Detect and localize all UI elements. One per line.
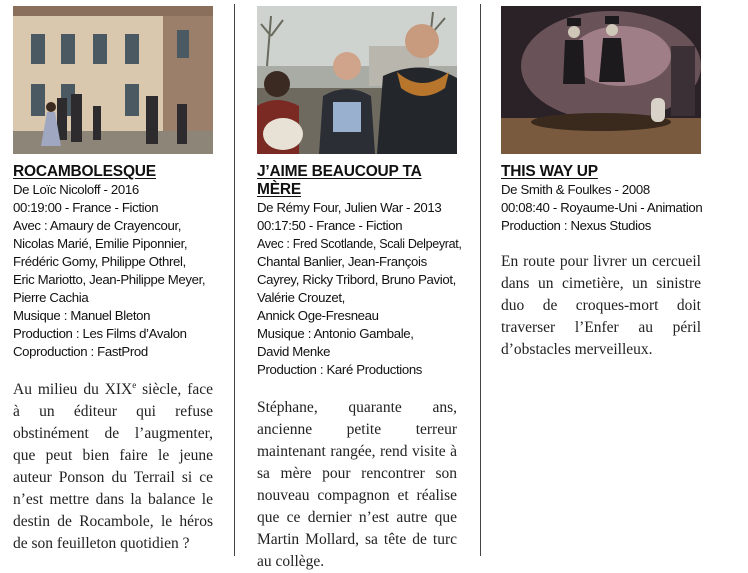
credit-line: Eric Mariotto, Jean-Philippe Meyer, <box>13 272 206 287</box>
credit-line: Frédéric Gomy, Philippe Othrel, <box>13 254 186 269</box>
film-credits <box>13 181 213 361</box>
credit-line: David Menke <box>257 344 331 359</box>
three-men-with-dog-image <box>257 6 457 154</box>
credit-line: Avec : Fred Scotlande, Scali Delpeyrat, <box>257 236 462 251</box>
film-synopsis: En route pour livrer un cercueil dans un cimetière, un sinistre duo de croques-mort doit traverser l’Enfer au péril d’obstacles merveilleux. <box>501 253 701 358</box>
film-credits <box>501 181 701 235</box>
credit-line: Production : Nexus Studios <box>501 218 651 233</box>
film-entry-rocambolesque <box>13 6 213 555</box>
credit-line: 00:17:50 - France - Fiction <box>257 218 403 233</box>
film-title: THIS WAY UP <box>501 163 598 180</box>
film-credits <box>257 199 462 379</box>
animated-undertakers-image <box>501 6 701 154</box>
credit-line: 00:08:40 - Royaume-Uni - Animation <box>501 200 703 215</box>
credit-line: Valérie Crouzet, <box>257 290 345 305</box>
period-street-scene-image <box>13 6 213 154</box>
column-divider <box>234 4 235 556</box>
credit-line: Musique : Manuel Bleton <box>13 308 151 323</box>
film-still-image <box>13 6 213 154</box>
credit-line: Annick Oge-Fresneau <box>257 308 379 323</box>
film-title: J’AIME BEAUCOUP TA MÈRE <box>257 163 422 198</box>
film-title: ROCAMBOLESQUE <box>13 163 156 180</box>
credit-line: Coproduction : FastProd <box>13 344 148 359</box>
credit-line: De Smith & Foulkes - 2008 <box>501 182 650 197</box>
film-entry-jaime-beaucoup-ta-mere <box>257 6 462 573</box>
credit-line: 00:19:00 - France - Fiction <box>13 200 159 215</box>
credit-line: Production : Karé Productions <box>257 362 423 377</box>
credit-line: Musique : Antonio Gambale, <box>257 326 414 341</box>
film-synopsis: Stéphane, quarante ans, ancienne petite terreur maintenant rangée, rend visite à sa mère pour rencontrer son nouveau compagnon et réalise que ce dernier n’est autre que Martin Mollard, sa tête de turc au collège. <box>257 399 457 570</box>
film-entry-this-way-up <box>501 6 701 361</box>
film-still-image <box>257 6 457 154</box>
credit-line: Pierre Cachia <box>13 290 89 305</box>
credit-line: Production : Les Films d’Avalon <box>13 326 187 341</box>
credit-line: De Loïc Nicoloff - 2016 <box>13 182 139 197</box>
column-divider <box>480 4 481 556</box>
credit-line: Avec : Amaury de Crayencour, <box>13 218 182 233</box>
credit-line: De Rémy Four, Julien War - 2013 <box>257 200 442 215</box>
credit-line: Cayrey, Ricky Tribord, Bruno Paviot, <box>257 272 456 287</box>
film-synopsis: Au milieu du XIXe siècle, face à un éditeur qui refuse obstinément de l’augmenter, que peut bien faire le jeune auteur Ponson du Terrail si ce n’est mettre dans la balance le destin de Rocambole, le héros de son feuilleton quotidien ? <box>13 379 213 552</box>
film-still-image <box>501 6 701 154</box>
credit-line: Chantal Banlier, Jean-François <box>257 254 427 269</box>
credit-line: Nicolas Marié, Emilie Piponnier, <box>13 236 188 251</box>
